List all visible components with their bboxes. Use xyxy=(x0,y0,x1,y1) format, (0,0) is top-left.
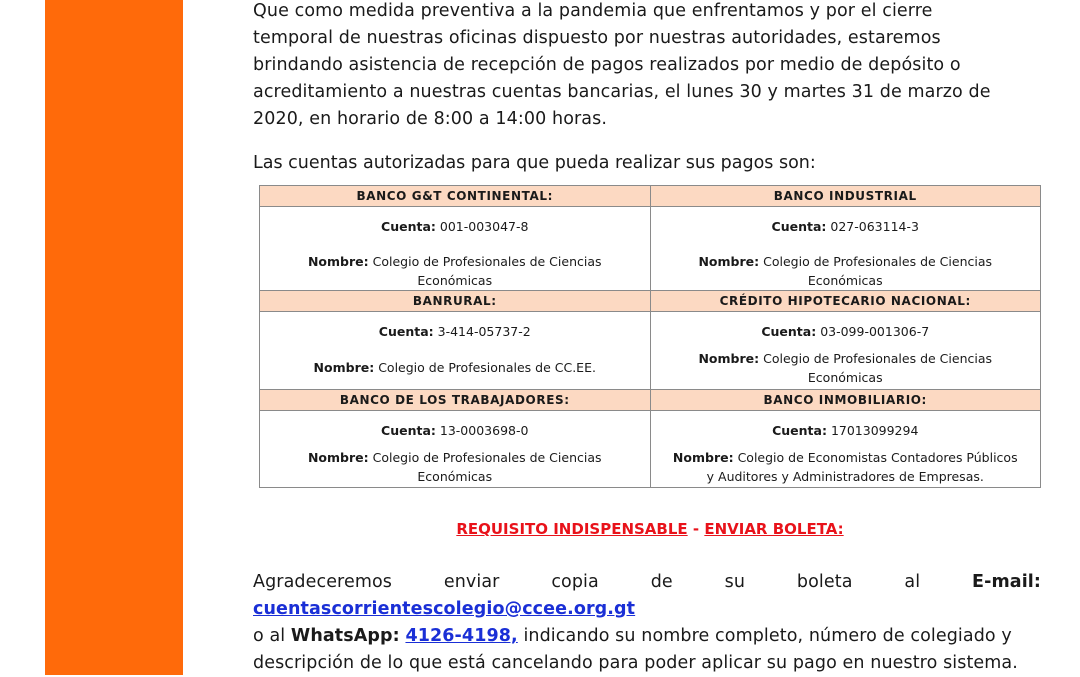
intro-line-3: brindando asistencia de recepción de pagos realizados por medio de depósito o xyxy=(253,55,961,75)
table-row xyxy=(260,390,1041,411)
owner-name-line-2: Económicas xyxy=(807,370,883,385)
contact-paragraph xyxy=(253,569,1041,677)
contact-line-1-text: Agradeceremos enviar copia de su boleta al xyxy=(253,572,973,592)
account-label: Cuenta xyxy=(381,219,431,234)
account-label: Cuenta xyxy=(381,423,431,438)
email-link[interactable]: cuentascorrientescolegio@ccee.org.gt xyxy=(253,599,636,619)
label-colon: : xyxy=(821,423,827,438)
table-row xyxy=(260,291,1041,312)
account-label: Cuenta xyxy=(761,324,812,339)
accounts-lead-text: Las cuentas autorizadas para que pueda realizar sus pagos son: xyxy=(253,153,816,173)
owner-name-line-1: Colegio de Profesionales de Ciencias xyxy=(372,450,602,465)
bank-details-cell xyxy=(650,207,1041,291)
account-number: 03-099-001306-7 xyxy=(820,324,930,339)
account-number: 027-063114-3 xyxy=(830,219,919,234)
owner-name-line-1: Colegio de Profesionales de Ciencias xyxy=(763,351,993,366)
bank-name-cell: BANRURAL: xyxy=(260,291,651,312)
account-line xyxy=(653,323,1039,341)
table-row xyxy=(260,411,1041,488)
label-colon: : xyxy=(754,254,760,269)
bank-name-cell: BANCO INMOBILIARIO: xyxy=(650,390,1041,411)
requirement-dash: - xyxy=(687,520,705,538)
label-colon: : xyxy=(811,324,817,339)
account-label: Cuenta xyxy=(772,423,822,438)
intro-line-1: Que como medida preventiva a la pandemia que enfrentamos y por el cierre xyxy=(253,1,933,21)
contact-line-2 xyxy=(253,623,1041,650)
name-label: Nombre xyxy=(698,351,755,366)
bank-name-cell: BANCO DE LOS TRABAJADORES: xyxy=(260,390,651,411)
contact-line-2-prefix: o al xyxy=(253,626,291,646)
owner-name-line-2: Económicas xyxy=(417,469,493,484)
requirement-heading xyxy=(259,518,1041,540)
bank-accounts-table xyxy=(259,185,1041,488)
intro-line-2: temporal de nuestras oficinas dispuesto por nuestras autoridades, estaremos xyxy=(253,28,941,48)
contact-line-3: descripción de lo que está cancelando para poder aplicar su pago en nuestro sistema. xyxy=(253,653,1018,673)
label-colon: : xyxy=(369,360,375,375)
contact-line-2-suffix: indicando su nombre completo, número de colegiado y xyxy=(517,626,1012,646)
owner-line xyxy=(653,252,1039,290)
contact-line-1 xyxy=(253,569,1041,623)
label-colon: : xyxy=(430,219,436,234)
table-row xyxy=(260,207,1041,291)
owner-line xyxy=(262,448,648,486)
requirement-part-2: ENVIAR BOLETA: xyxy=(704,520,844,538)
owner-name-line-1: Colegio de Profesionales de CC.EE. xyxy=(378,360,596,375)
owner-name-line-2: Económicas xyxy=(807,273,883,288)
name-label: Nombre xyxy=(313,360,370,375)
account-line xyxy=(653,422,1039,440)
bank-details-cell xyxy=(260,411,651,488)
account-line xyxy=(262,218,648,236)
name-label: Nombre xyxy=(307,254,364,269)
bank-details-cell xyxy=(650,312,1041,390)
account-number: 17013099294 xyxy=(830,423,919,438)
name-label: Nombre xyxy=(698,254,755,269)
account-line xyxy=(653,218,1039,236)
bank-name-cell: BANCO INDUSTRIAL xyxy=(650,186,1041,207)
name-label: Nombre xyxy=(672,450,729,465)
label-colon: : xyxy=(728,450,734,465)
bank-details-cell xyxy=(650,411,1041,488)
whatsapp-link[interactable]: 4126-4198, xyxy=(405,626,518,646)
table-row xyxy=(260,312,1041,390)
owner-name-line-1: Colegio de Profesionales de Ciencias xyxy=(763,254,993,269)
orange-sidebar-bar xyxy=(45,0,183,675)
label-colon: : xyxy=(363,450,369,465)
owner-name-line-1: Colegio de Economistas Contadores Públicos xyxy=(737,450,1018,465)
account-number: 001-003047-8 xyxy=(439,219,529,234)
intro-paragraph xyxy=(253,0,1041,133)
owner-line xyxy=(653,448,1039,486)
label-colon: : xyxy=(754,351,760,366)
table-row xyxy=(260,186,1041,207)
intro-line-4: acreditamiento a nuestras cuentas bancarias, el lunes 30 y martes 31 de marzo de xyxy=(253,82,991,102)
owner-name-line-1: Colegio de Profesionales de Ciencias xyxy=(372,254,602,269)
label-colon: : xyxy=(430,423,436,438)
owner-name-line-2: y Auditores y Administradores de Empresas. xyxy=(706,469,984,484)
account-label: Cuenta xyxy=(771,219,822,234)
owner-line xyxy=(262,252,648,290)
bank-details-cell xyxy=(260,207,651,291)
email-label: E-mail: xyxy=(972,572,1041,592)
account-label: Cuenta xyxy=(378,324,429,339)
bank-details-cell xyxy=(260,312,651,390)
owner-name-line-2: Económicas xyxy=(417,273,493,288)
account-number: 3-414-05737-2 xyxy=(437,324,531,339)
bank-name-cell: BANCO G&T CONTINENTAL: xyxy=(260,186,651,207)
bank-name-cell: CRÉDITO HIPOTECARIO NACIONAL: xyxy=(650,291,1041,312)
owner-line xyxy=(262,358,648,377)
label-colon: : xyxy=(428,324,434,339)
name-label: Nombre xyxy=(307,450,364,465)
label-colon: : xyxy=(821,219,827,234)
account-number: 13-0003698-0 xyxy=(439,423,529,438)
account-line xyxy=(262,422,648,440)
whatsapp-label: WhatsApp: xyxy=(290,626,400,646)
requirement-part-1: REQUISITO INDISPENSABLE xyxy=(456,520,688,538)
account-line xyxy=(262,323,648,341)
label-colon: : xyxy=(363,254,369,269)
intro-line-5: 2020, en horario de 8:00 a 14:00 horas. xyxy=(253,109,608,129)
owner-line xyxy=(653,349,1039,387)
